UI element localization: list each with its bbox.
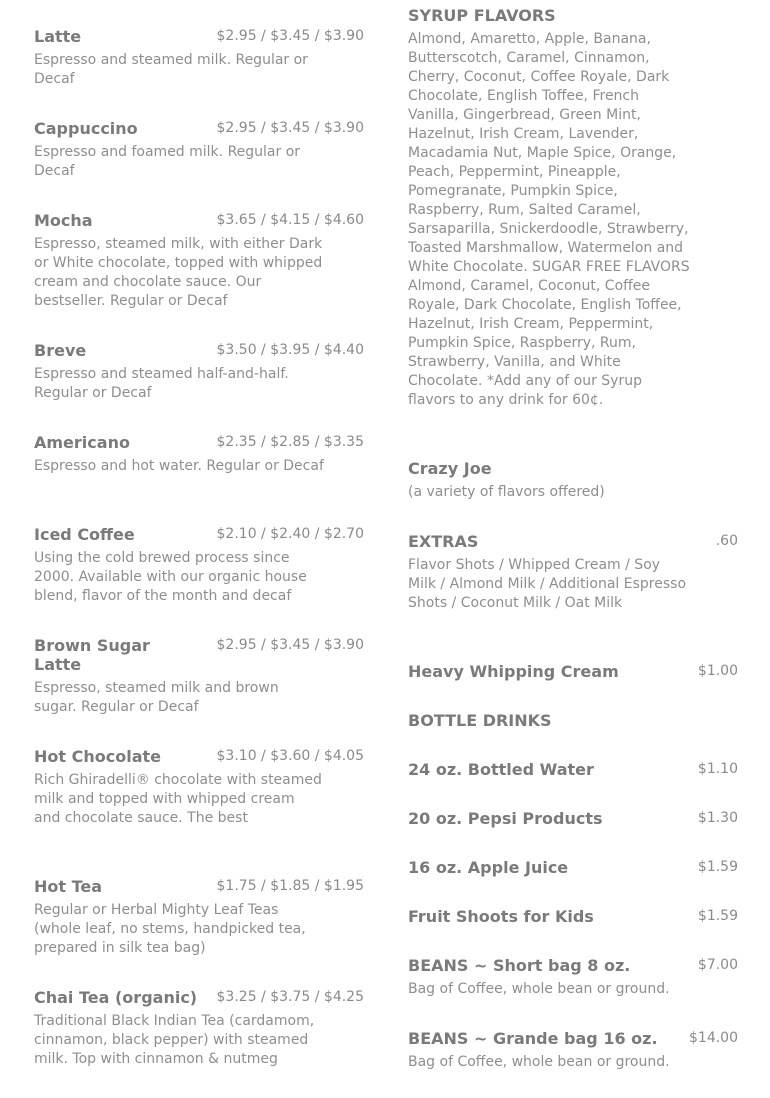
item-price: $7.00 [697,957,738,973]
item-name: Iced Coffee [34,525,135,544]
item-name: BEANS ~ Grande bag 16 oz. [408,1029,658,1048]
item-description: Espresso, steamed milk, with either Dark or White chocolate, topped with whipped cream and chocolate sauce. Our bestseller. Regular or Decaf [34,236,323,309]
item-price: $3.25 / $3.75 / $4.25 [216,989,364,1005]
item-name: Breve [34,341,87,360]
item-name: Americano [34,433,130,452]
item-name: Hot Tea [34,877,103,896]
item-name: Cappuccino [34,119,138,138]
menu-item-beans-short-bag [408,956,738,999]
item-price: $14.00 [689,1030,738,1046]
item-description: Using the cold brewed process since 2000. Available with our organic house blend, flavor of the month and decaf [34,550,307,604]
syrup-flavors-list: Almond, Amaretto, Apple, Banana, Butterscotch, Caramel, Cinnamon, Cherry, Coconut, Coffee Royale, Dark Chocolate, English Toffee, French Vanilla, Gingerbread, Green Mint, Hazelnut, Irish Cream, Lavender, Macadamia Nut, Maple Spice, Orange, Peach, Peppermint, Pineapple, Pomegranate, Pumpkin Spice, Raspberry, Rum, Salted Caramel, Sarsaparilla, Snickerdoodle, Strawberry, Toasted Marshmallow, Watermelon and White Chocolate. SUGAR FREE FLAVORS Almond, Caramel, Coconut, Coffee Royale, Dark Chocolate, English Toffee, Hazelnut, Irish Cream, Peppermint, Pumpkin Spice, Raspberry, Rum, Strawberry, Vanilla, and White Chocolate. *Add any of our Syrup flavors to any drink for 60¢. [408,31,690,408]
item-price: $2.95 / $3.45 / $3.90 [216,637,364,653]
item-name: BEANS ~ Short bag 8 oz. [408,956,631,975]
section-title: SYRUP FLAVORS [408,6,556,25]
menu-item-hot-chocolate [34,747,364,828]
menu-item-bottled-water [408,760,738,779]
item-name: EXTRAS [408,532,479,551]
item-description: Rich Ghiradelli® chocolate with steamed milk and topped with whipped cream and chocolate sauce. The best [34,772,322,826]
item-description: Traditional Black Indian Tea (cardamom, cinnamon, black pepper) with steamed milk. Top with cinnamon & nutmeg [34,1013,315,1067]
item-price: $1.59 [697,859,738,875]
menu-item-fruit-shoots [408,907,738,926]
item-description: Bag of Coffee, whole bean or ground. [408,1054,670,1070]
item-price: $3.10 / $3.60 / $4.05 [216,748,364,764]
item-price: $3.65 / $4.15 / $4.60 [216,212,364,228]
item-description: Espresso and foamed milk. Regular or Decaf [34,144,301,179]
menu-item-extras [408,532,738,613]
menu-item-pepsi-products [408,809,738,828]
menu-item-iced-coffee [34,525,364,606]
item-price: .60 [715,533,738,549]
item-description: Espresso and steamed half-and-half. Regular or Decaf [34,366,289,401]
item-price: $3.50 / $3.95 / $4.40 [216,342,364,358]
item-description: Espresso and steamed milk. Regular or Decaf [34,52,308,87]
item-name: Fruit Shoots for Kids [408,907,594,926]
item-price: $2.95 / $3.45 / $3.90 [216,28,364,44]
menu-item-hot-tea [34,877,364,958]
item-description: (a variety of flavors offered) [408,484,605,500]
bottle-drinks-heading [408,711,738,730]
menu-item-cappuccino [34,119,364,181]
item-description: Flavor Shots / Whipped Cream / Soy Milk / Almond Milk / Additional Espresso Shots / Coconut Milk / Oat Milk [408,557,687,611]
menu-item-chai-tea [34,988,364,1069]
item-name: Chai Tea (organic) [34,988,198,1007]
menu-item-beans-grande-bag [408,1029,738,1072]
item-name: Hot Chocolate [34,747,161,766]
menu-item-heavy-whipping-cream [408,662,738,681]
item-description: Bag of Coffee, whole bean or ground. [408,981,670,997]
item-price: $1.10 [697,761,738,777]
menu-item-mocha [34,211,364,311]
item-name: 24 oz. Bottled Water [408,760,594,779]
item-name: 20 oz. Pepsi Products [408,809,603,828]
section-title: BOTTLE DRINKS [408,711,552,730]
menu-item-breve [34,341,364,403]
item-price: $2.95 / $3.45 / $3.90 [216,120,364,136]
item-description: Regular or Herbal Mighty Leaf Teas (whole leaf, no stems, handpicked tea, prepared in silk tea bag) [34,902,306,956]
menu-item-apple-juice [408,858,738,877]
menu-item-latte [34,27,364,89]
item-price: $1.30 [697,810,738,826]
menu-item-crazy-joe [408,459,738,502]
menu-item-americano [34,433,364,476]
menu-item-brown-sugar-latte [34,636,364,717]
item-name: Latte [34,27,82,46]
item-description: Espresso and hot water. Regular or Decaf [34,458,324,474]
item-price: $1.59 [697,908,738,924]
item-name: 16 oz. Apple Juice [408,858,569,877]
item-name: Mocha [34,211,93,230]
syrup-flavors-section [408,6,738,410]
item-name: Brown Sugar Latte [34,636,150,674]
item-description: Espresso, steamed milk and brown sugar. Regular or Decaf [34,680,279,715]
item-price: $2.35 / $2.85 / $3.35 [216,434,364,450]
item-name: Crazy Joe [408,459,492,478]
item-name: Heavy Whipping Cream [408,662,619,681]
item-price: $1.00 [697,663,738,679]
item-price: $2.10 / $2.40 / $2.70 [216,526,364,542]
item-price: $1.75 / $1.85 / $1.95 [216,878,364,894]
